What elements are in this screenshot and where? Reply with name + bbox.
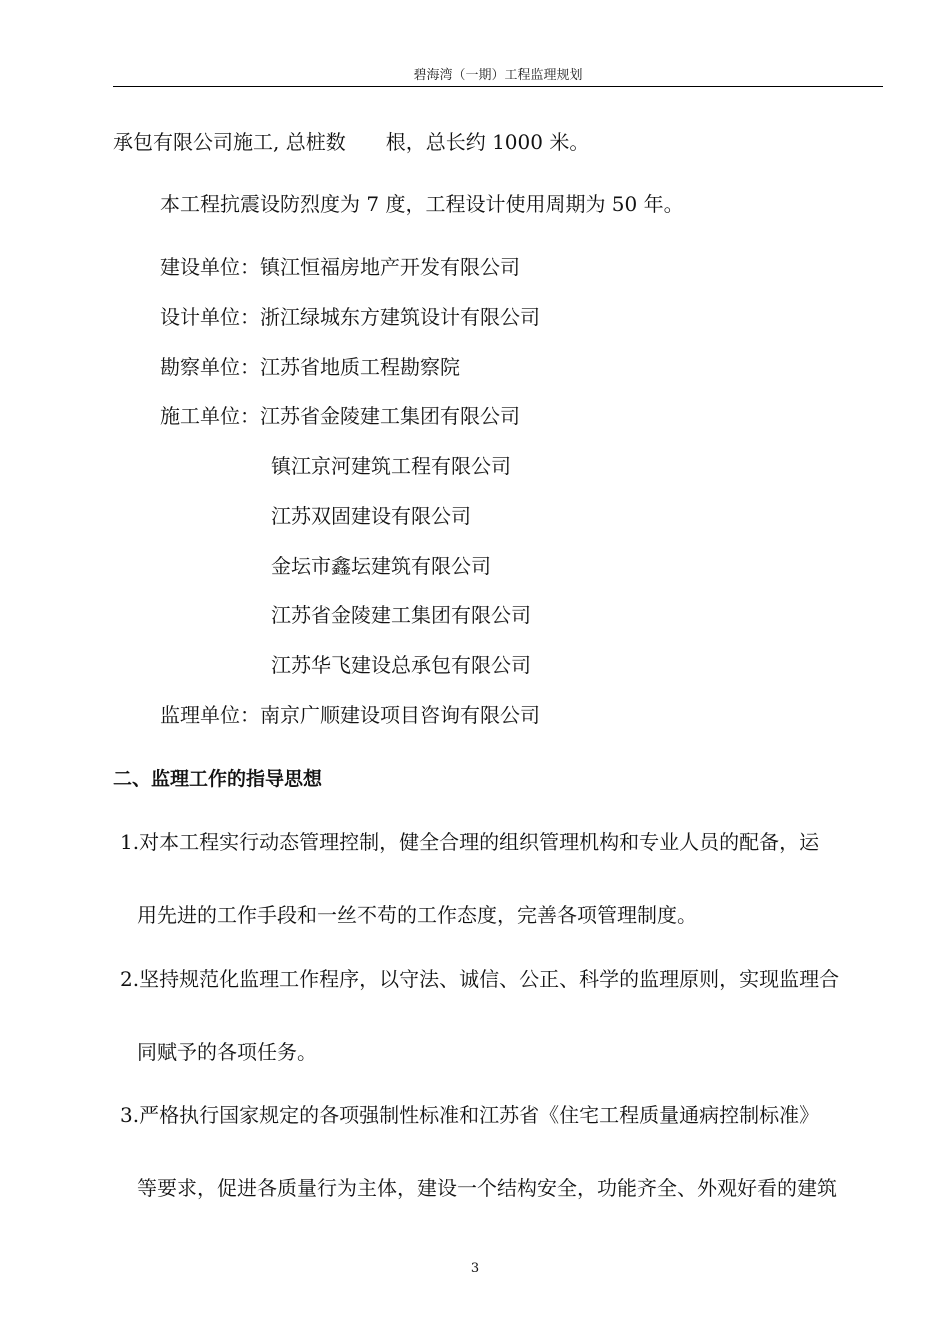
- principle-2-line2: 同赋予的各项任务。: [137, 1040, 317, 1064]
- contractor-item: 江苏华飞建设总承包有限公司: [271, 653, 531, 677]
- page-header-title: 碧海湾（一期）工程监理规划: [413, 68, 583, 83]
- header-rule: [113, 86, 883, 87]
- builder-unit: 建设单位：镇江恒福房地产开发有限公司: [160, 255, 520, 279]
- section-heading: 二、监理工作的指导思想: [113, 768, 323, 790]
- pile-summary-line: 承包有限公司施工, 总桩数 根，总长约 1000 米。: [113, 130, 590, 154]
- supervisor-unit: 监理单位：南京广顺建设项目咨询有限公司: [160, 703, 540, 727]
- contractor-unit: 施工单位：江苏省金陵建工集团有限公司: [160, 404, 520, 428]
- contractor-item: 镇江京河建筑工程有限公司: [271, 454, 511, 478]
- surveyor-unit: 勘察单位：江苏省地质工程勘察院: [160, 355, 460, 379]
- contractor-item: 金坛市鑫坛建筑有限公司: [271, 554, 491, 578]
- page-number: 3: [470, 1261, 480, 1276]
- principle-1-line1: 1.对本工程实行动态管理控制，健全合理的组织管理机构和专业人员的配备，运: [120, 830, 820, 854]
- designer-unit: 设计单位：浙江绿城东方建筑设计有限公司: [160, 305, 540, 329]
- principle-3-line1: 3.严格执行国家规定的各项强制性标准和江苏省《住宅工程质量通病控制标准》: [120, 1103, 820, 1127]
- contractor-item: 江苏省金陵建工集团有限公司: [271, 603, 531, 627]
- principle-3-line2: 等要求，促进各质量行为主体，建设一个结构安全，功能齐全、外观好看的建筑: [137, 1176, 837, 1200]
- contractor-item: 江苏双固建设有限公司: [271, 504, 471, 528]
- principle-2-line1: 2.坚持规范化监理工作程序，以守法、诚信、公正、科学的监理原则，实现监理合: [120, 967, 840, 991]
- seismic-line: 本工程抗震设防烈度为 7 度，工程设计使用周期为 50 年。: [160, 192, 684, 216]
- principle-1-line2: 用先进的工作手段和一丝不苟的工作态度，完善各项管理制度。: [137, 903, 697, 927]
